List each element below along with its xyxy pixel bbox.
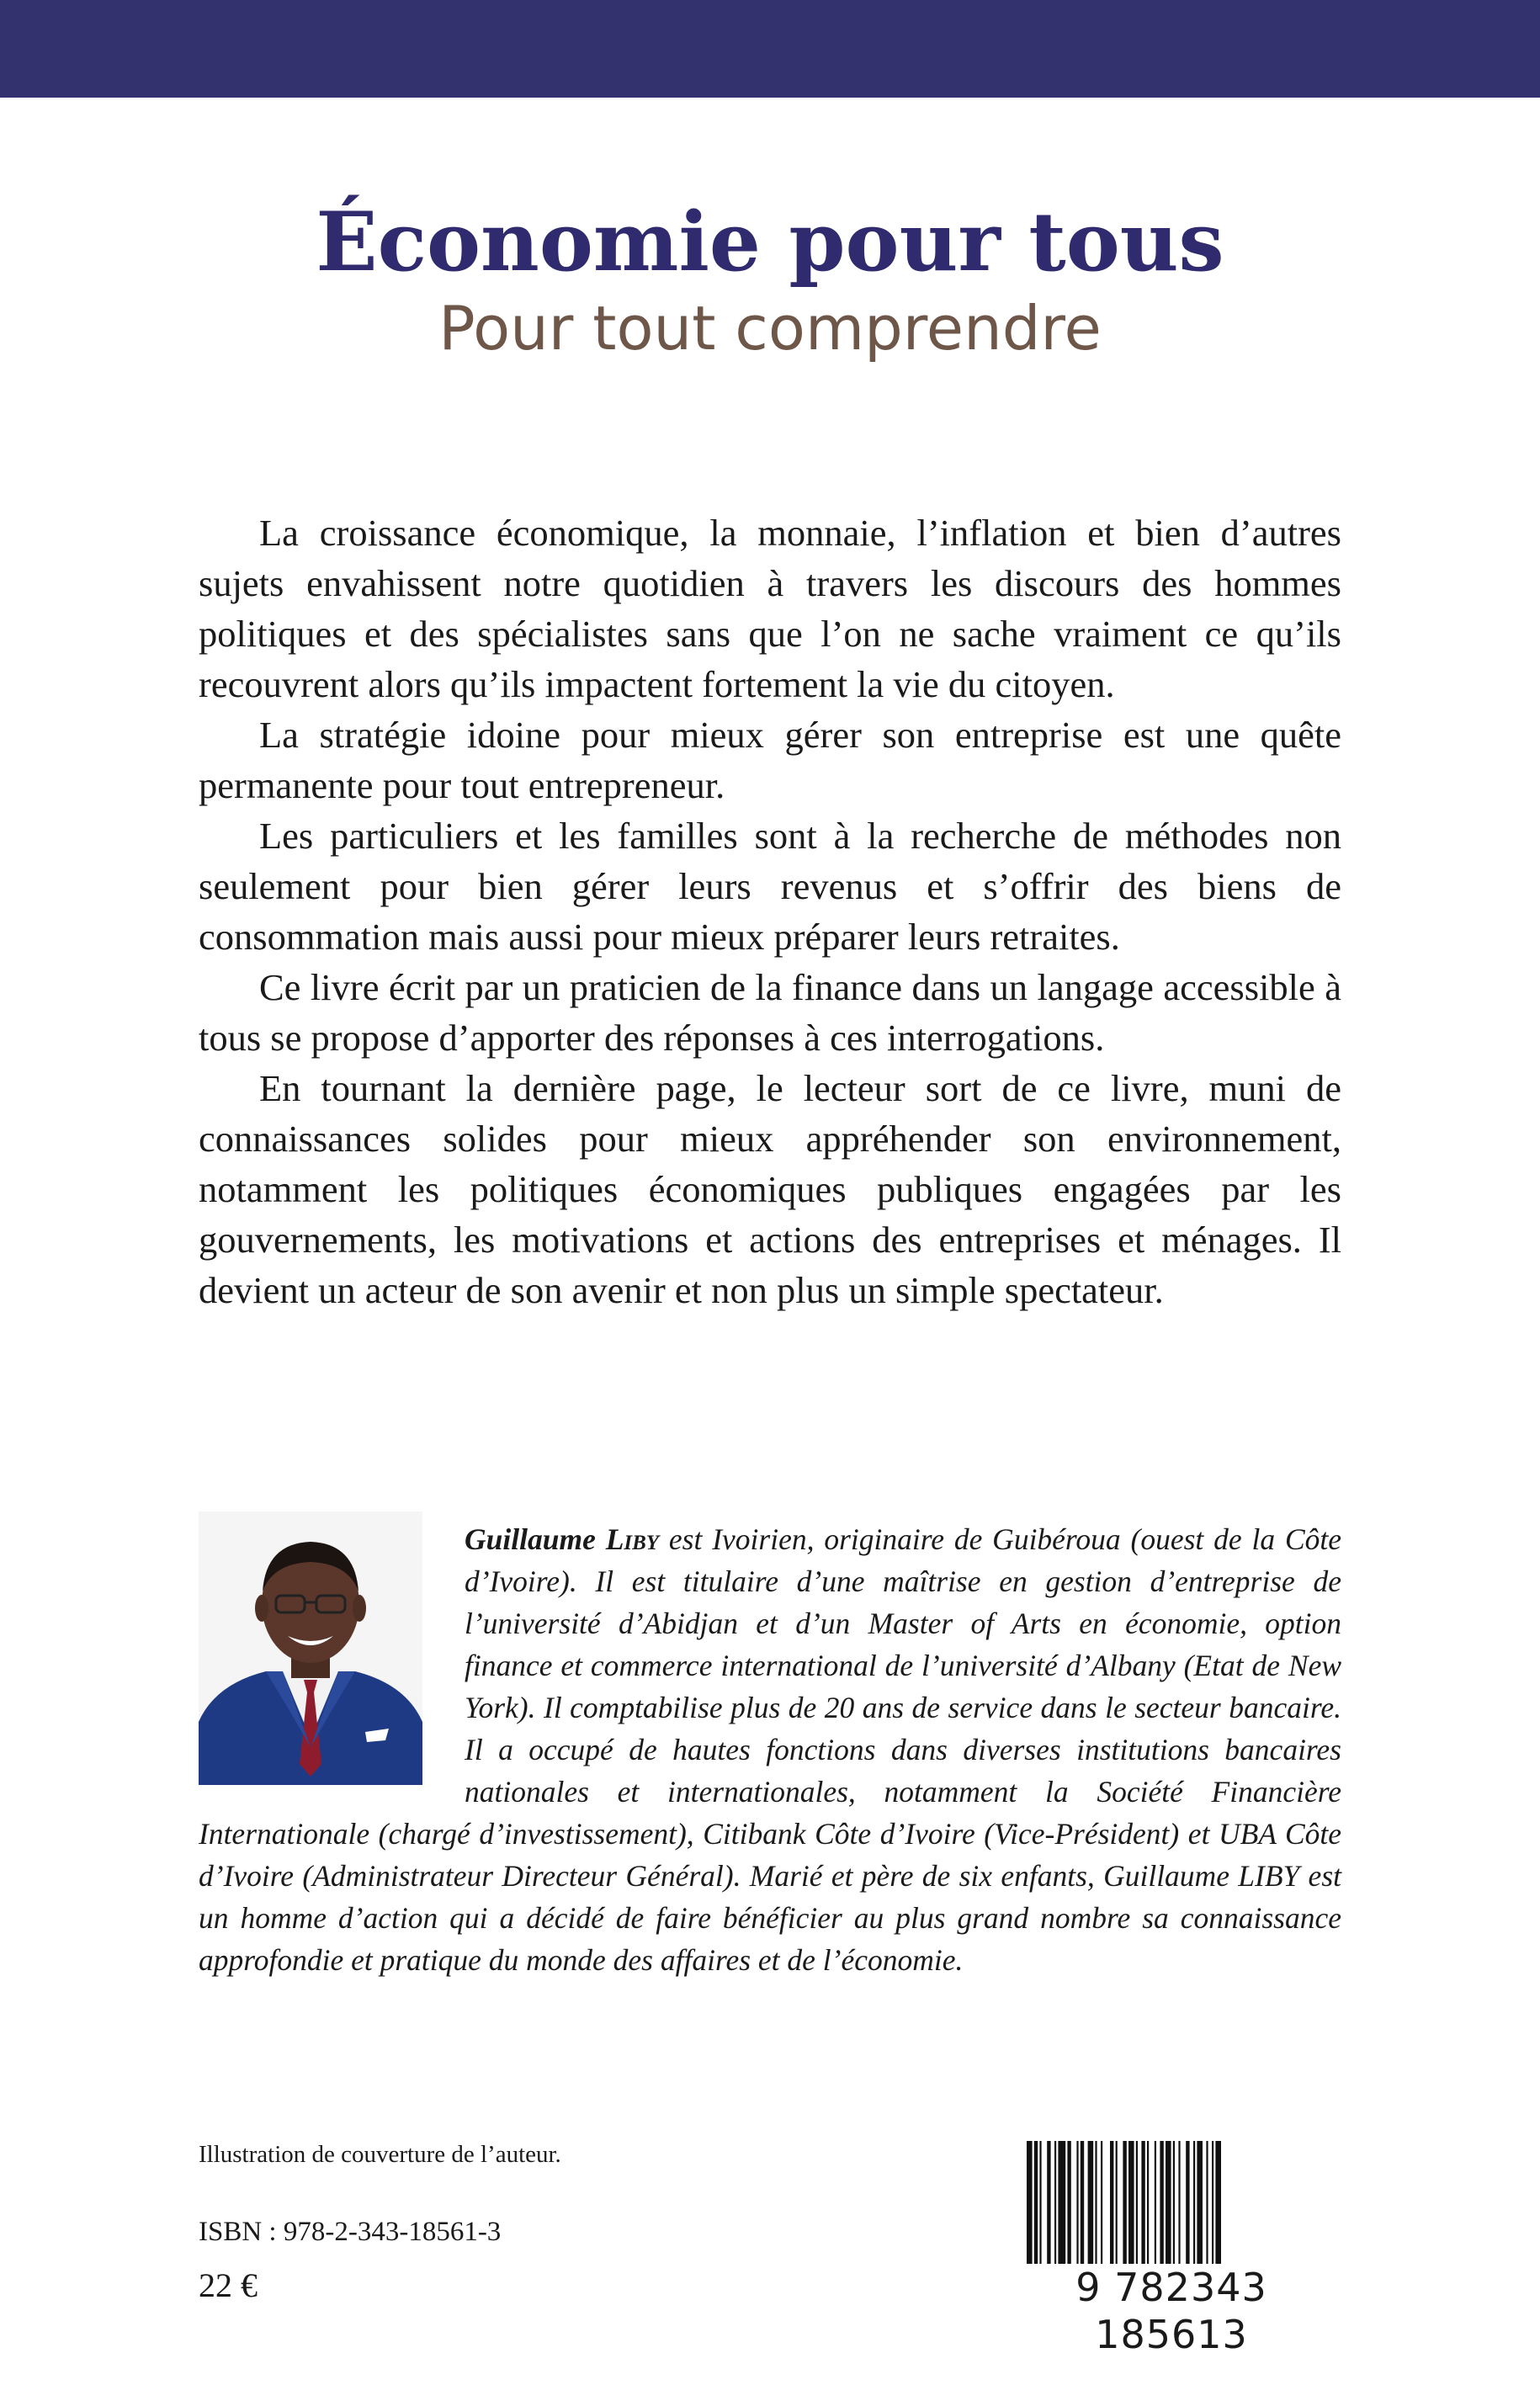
barcode-bar	[1081, 2141, 1084, 2276]
barcode-bar	[1095, 2141, 1097, 2276]
barcode-bar	[1128, 2141, 1134, 2276]
author-last-name: Liby	[605, 1522, 660, 1556]
barcode-bar	[1215, 2141, 1221, 2276]
barcode-bar	[1173, 2141, 1175, 2276]
blurb-paragraph: Ce livre écrit par un praticien de la finance dans un langage accessible à tous se propose d’apporter des réponses à ces interrogations.	[199, 966, 1341, 1059]
back-cover-blurb	[199, 507, 1341, 1315]
barcode-bar	[1160, 2141, 1163, 2276]
barcode-bar	[1101, 2141, 1102, 2276]
barcode-bar	[1047, 2141, 1050, 2276]
barcode-bar	[1186, 2141, 1189, 2276]
price: 22 €	[199, 2266, 258, 2304]
author-biography	[199, 1518, 1341, 1981]
isbn: ISBN : 978-2-343-18561-3	[199, 2217, 502, 2247]
top-color-band	[0, 0, 1540, 98]
barcode-bar	[1116, 2141, 1118, 2276]
barcode-bar	[1067, 2141, 1070, 2276]
blurb-paragraph: Les particuliers et les familles sont à la recherche de méthodes non seulement pour bien gérer leurs revenus et s’offrir des biens de consommation mais aussi pour mieux préparer leurs retraites.	[199, 815, 1341, 958]
barcode-bar	[1039, 2141, 1041, 2276]
barcode-bar	[1123, 2141, 1126, 2276]
barcode-digits: 9 782343 185613	[1023, 2264, 1320, 2358]
barcode-bar	[1034, 2141, 1038, 2276]
barcode-bar	[1206, 2141, 1208, 2276]
barcode-bar	[1088, 2141, 1094, 2276]
blurb-paragraph: La croissance économique, la monnaie, l’inflation et bien d’autres sujets envahissent notre quotidien à travers les discours des hommes politiques et des spécialistes sans que l’on ne sache vraiment ce qu’ils recouvrent alors qu’ils impactent fortement la vie du citoyen.	[199, 512, 1341, 705]
barcode-bar	[1212, 2141, 1213, 2276]
barcode-bar	[1178, 2141, 1180, 2276]
barcode-bar	[1166, 2141, 1171, 2276]
barcode-bar	[1110, 2141, 1113, 2276]
barcode-bar	[1136, 2141, 1138, 2276]
barcode-bar	[1076, 2141, 1078, 2276]
author-first-name: Guillaume	[465, 1522, 596, 1556]
barcode-bar	[1058, 2141, 1065, 2276]
cover-illustration-credit: Illustration de couverture de l’auteur.	[199, 2141, 561, 2168]
blurb-paragraph: La stratégie idoine pour mieux gérer son entreprise est une quête permanente pour tout entrepreneur.	[199, 714, 1341, 806]
book-subtitle: Pour tout comprendre	[438, 293, 1102, 364]
barcode-bar	[1155, 2141, 1156, 2276]
blurb-paragraph: En tournant la dernière page, le lecteur sort de ce livre, muni de connaissances solides pour mieux appréhender son environnement, notamment les politiques économiques publiques engagées par les gouvernements, les motivations et actions des entreprises et ménages. Il devient un acteur de son avenir et non plus un simple spectateur.	[199, 1067, 1341, 1311]
barcode-bar	[1054, 2141, 1056, 2276]
barcode-bar	[1197, 2141, 1203, 2276]
book-title: Économie pour tous	[316, 194, 1224, 289]
barcode-bar	[1193, 2141, 1195, 2276]
barcode-bar	[1027, 2141, 1033, 2276]
barcode-bar	[1147, 2141, 1149, 2276]
author-bio-text: est Ivoirien, originaire de Guibéroua (ouest de la Côte d’Ivoire). Il est titulaire d’une maîtrise en gestion d’entreprise de l’université d’Abidjan et d’un Master of Arts en économie, option finance et commerce international de l’université d’Albany (Etat de New York). Il comptabilise plus de 20 ans de service dans le secteur bancaire. Il a occupé de hautes fonctions dans diverses institutions bancaires nationales et internationales, notamment la Société Financière Internationale (chargé d’investissement), Citibank Côte d’Ivoire (Vice-Président) et UBA Côte d’Ivoire (Administrateur Directeur Général). Marié et père de six enfants, Guillaume LIBY est un homme d’action qui a décidé de faire bénéficier au plus grand nombre sa connaissance approfondie et pratique du monde des affaires et de l’économie.	[199, 1522, 1342, 1977]
barcode-bar	[1141, 2141, 1144, 2276]
